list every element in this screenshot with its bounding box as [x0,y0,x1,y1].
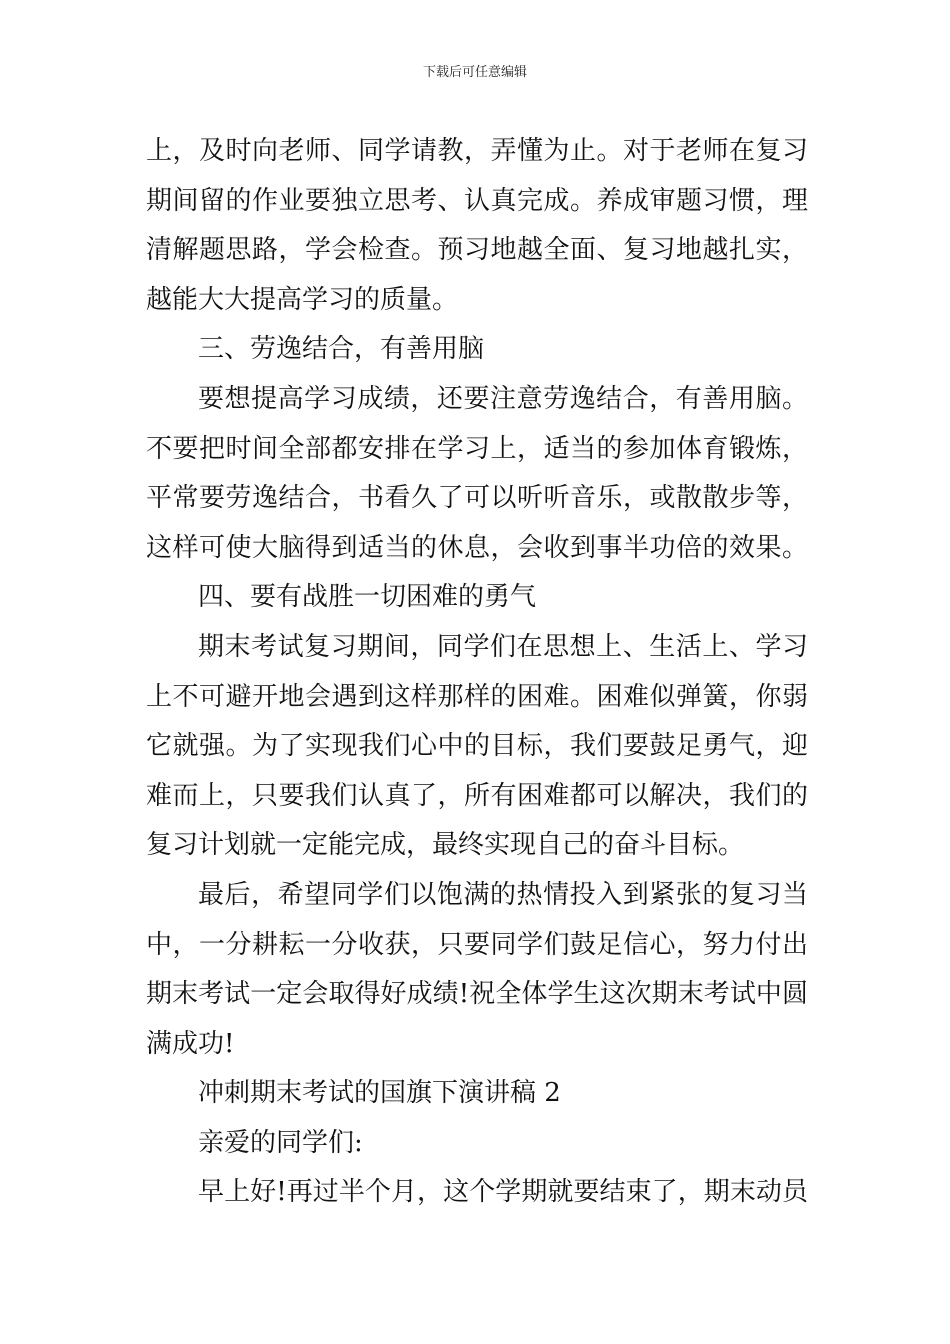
text-line: 不要把时间全部都安排在学习上，适当的参加体育锻炼， [146,433,808,464]
text-line: 上不可避开地会遇到这样那样的困难。困难似弹簧，你弱 [146,681,808,712]
text-line: 期末考试一定会取得好成绩!祝全体学生这次期末考试中圆 [146,979,808,1010]
text-line: 要想提高学习成绩，还要注意劳逸结合，有善用脑。 [198,383,808,414]
text-line: 满成功! [146,1028,235,1059]
section-heading: 四、要有战胜一切困难的勇气 [198,582,537,613]
salutation: 亲爱的同学们: [198,1127,363,1158]
section-heading: 三、劳逸结合，有善用脑 [198,334,485,365]
page-header: 下载后可任意编辑 [422,65,527,80]
text-line: 平常要劳逸结合，书看久了可以听听音乐，或散散步等， [146,483,808,514]
text-line: 中，一分耕耘一分收获，只要同学们鼓足信心，努力付出 [146,929,808,960]
text-line: 期末考试复习期间，同学们在思想上、生活上、学习 [198,631,808,662]
text-line: 早上好!再过半个月，这个学期就要结束了，期末动员 [198,1177,808,1208]
text-line: 这样可使大脑得到适当的休息，会收到事半功倍的效果。 [146,532,808,563]
speech-title: 冲刺期末考试的国旗下演讲稿 2 [198,1078,561,1109]
text-line: 上，及时向老师、同学请教，弄懂为止。对于老师在复习 [146,136,808,166]
text-line: 越能大大提高学习的质量。 [146,284,459,315]
text-line: 期间留的作业要独立思考、认真完成。养成审题习惯，理 [146,185,808,216]
text-line: 难而上，只要我们认真了，所有困难都可以解决，我们的 [146,780,808,811]
text-line: 它就强。为了实现我们心中的目标，我们要鼓足勇气，迎 [146,731,808,762]
document-body [146,127,808,1218]
text-line: 复习计划就一定能完成，最终实现自己的奋斗目标。 [146,830,745,861]
text-line: 清解题思路，学会检查。预习地越全面、复习地越扎实， [146,235,808,266]
text-line: 最后，希望同学们以饱满的热情投入到紧张的复习当 [198,879,808,910]
